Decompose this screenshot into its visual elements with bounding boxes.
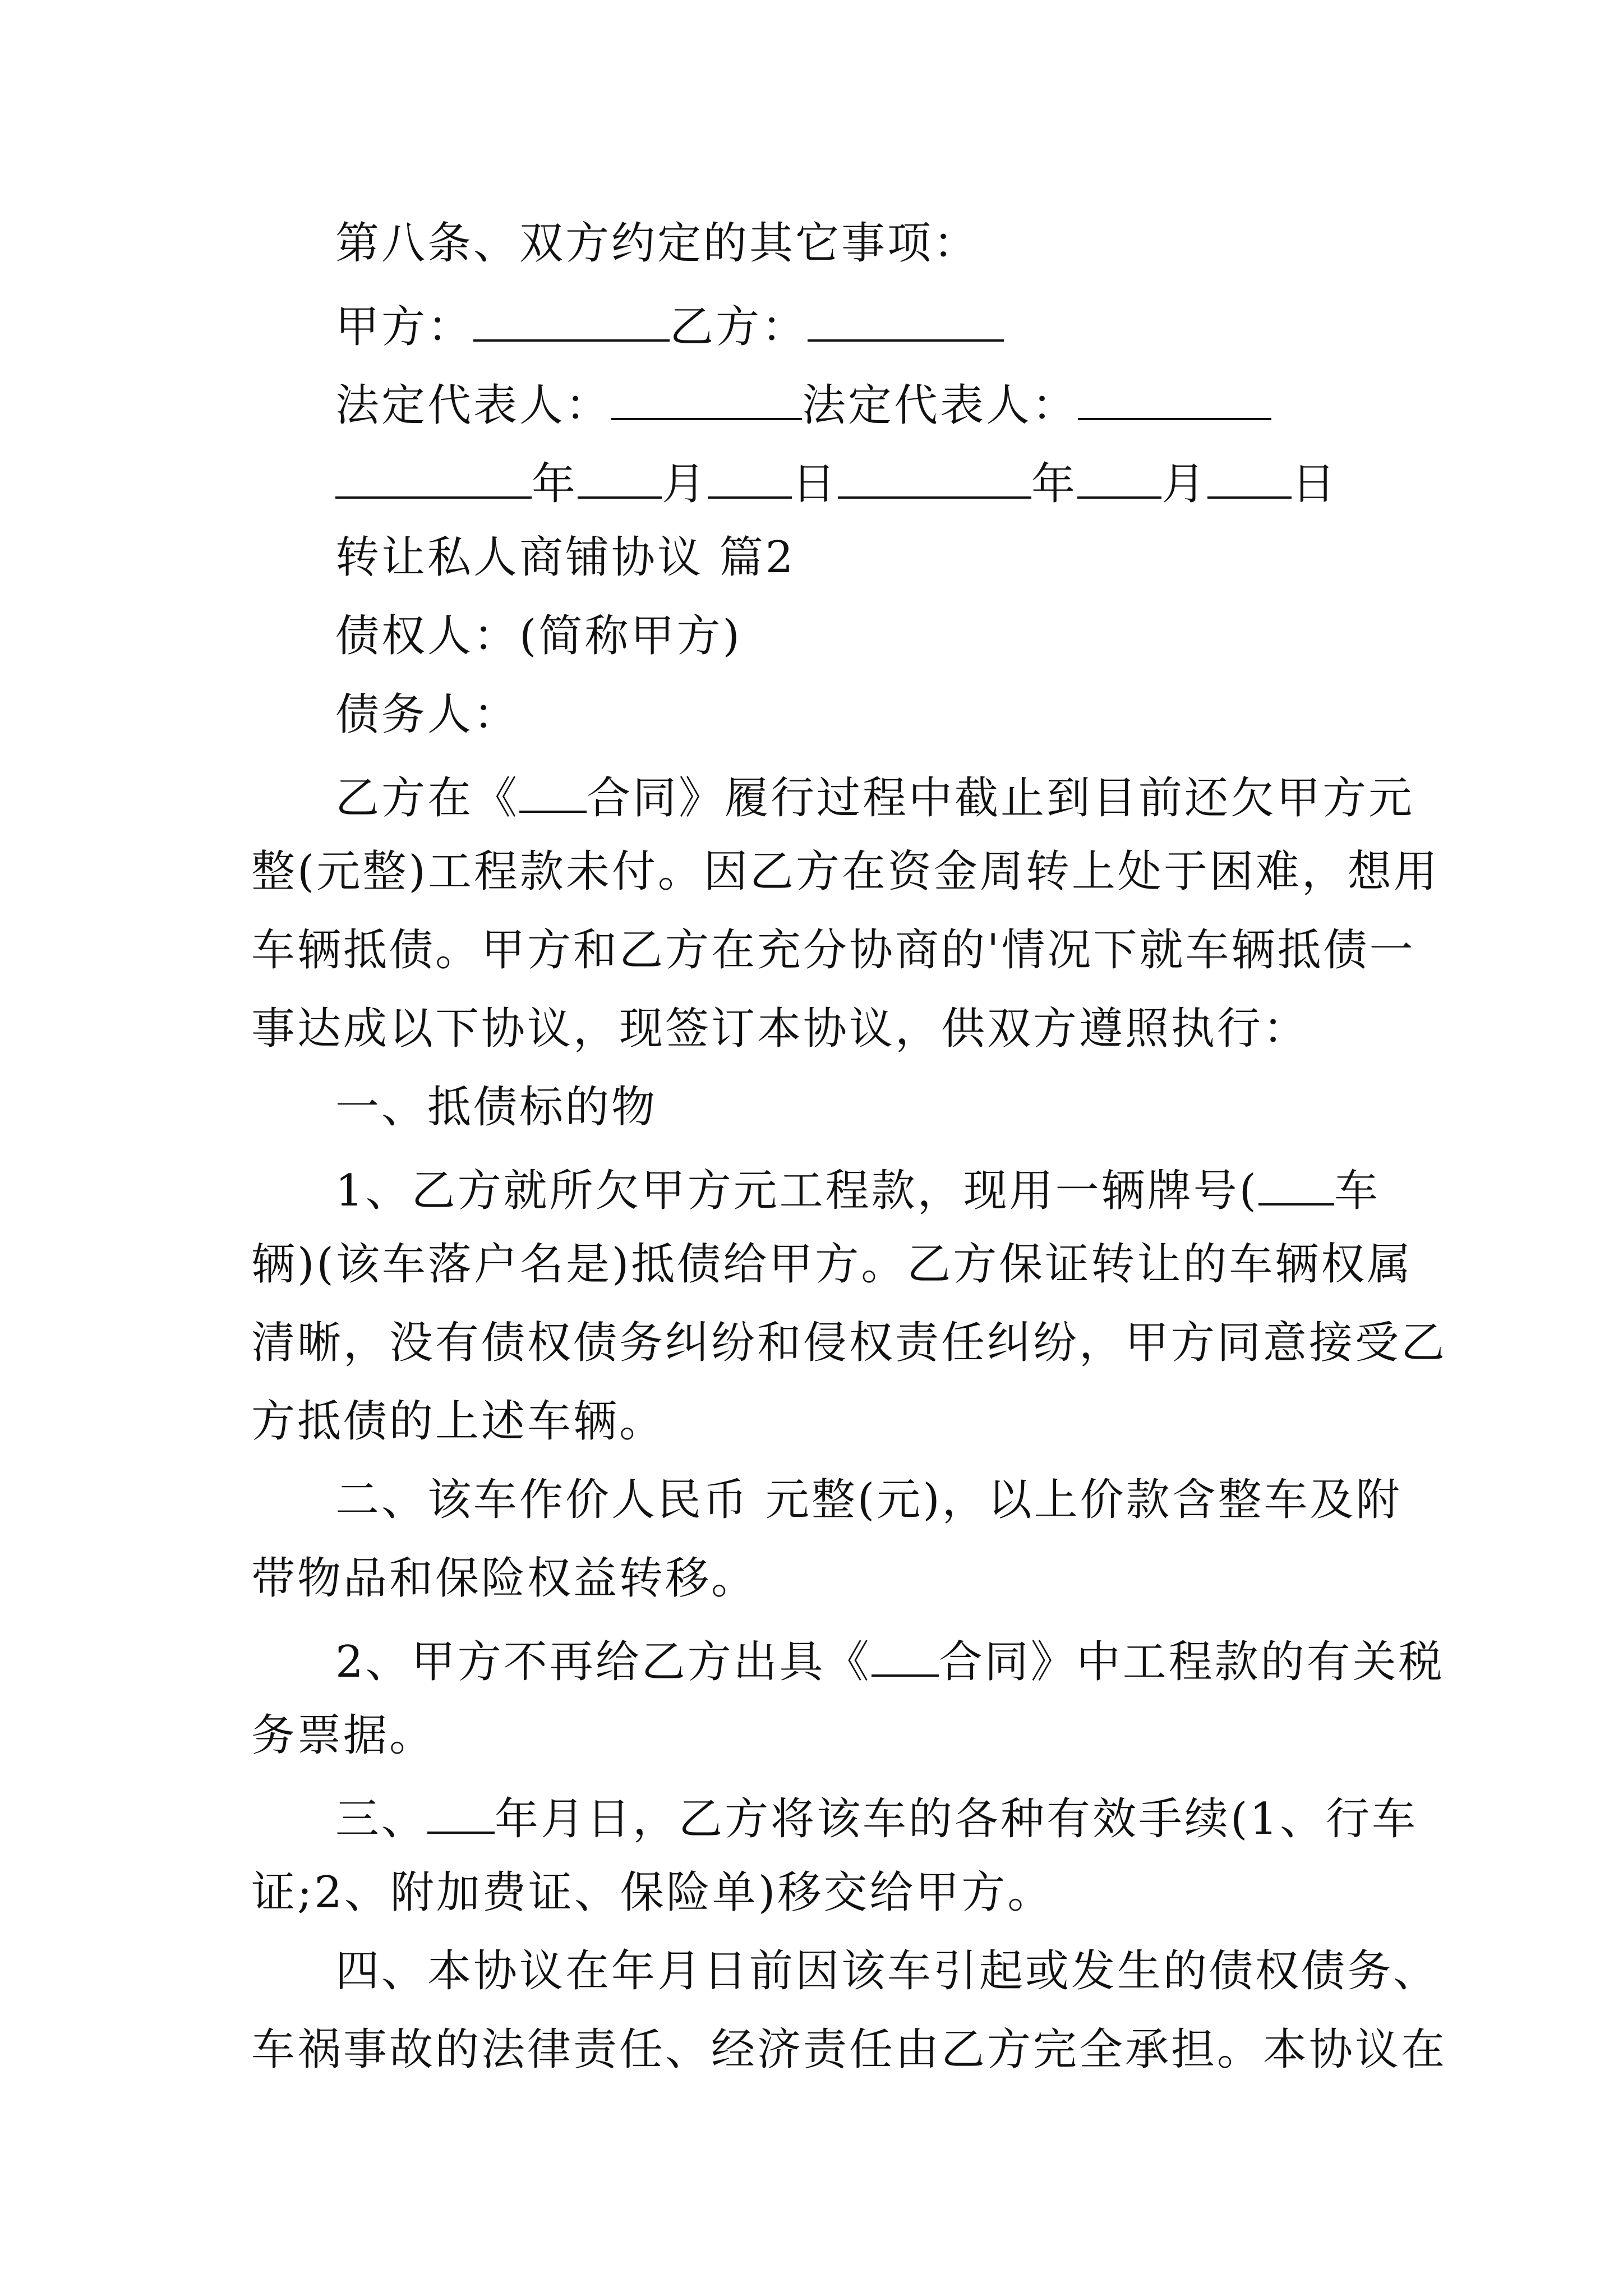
s1-p1-line-1: 1、乙方就所欠甲方元工程款，现用一辆牌号( 车 <box>335 1164 1380 1213</box>
date-line: 年 月 日 年 月 日 <box>335 457 1338 506</box>
article-8-heading: 第八条、双方约定的其它事项： <box>335 218 980 269</box>
s3-line-2: 证;2、附加费证、保险单)移交给甲方。 <box>251 1867 1054 1918</box>
s1-heading: 一、抵债标的物 <box>335 1082 658 1133</box>
rep-b-blank <box>1078 379 1271 420</box>
s1-p1-line-3: 清晰，没有债权债务纠纷和侵权责任纠纷，甲方同意接受乙 <box>251 1318 1447 1368</box>
intro-line-4: 事达成以下协议，现签订本协议，供双方遵照执行： <box>251 1004 1310 1054</box>
day-b-blank <box>1207 457 1292 499</box>
month-a-blank <box>578 457 662 499</box>
intro-line-3: 车辆抵债。甲方和乙方在充分协商的'情况下就车辆抵债一 <box>251 925 1415 976</box>
debtor-line: 债务人： <box>335 689 520 740</box>
party-a-label: 甲方： <box>335 302 474 352</box>
party-b-label: 乙方： <box>670 302 808 352</box>
intro-line-1: 乙方在《 合同》履行过程中截止到目前还欠甲方元 <box>335 771 1414 820</box>
s2-p2-line-2: 务票据。 <box>251 1710 436 1761</box>
legal-rep-line <box>335 379 1271 431</box>
contract-name-blank-2 <box>872 1635 939 1677</box>
transfer-year-blank <box>427 1792 495 1834</box>
s3-line-1: 三、 年月日，乙方将该车的各种有效手续(1、行车 <box>335 1792 1418 1841</box>
rep-a-label: 法定代表人： <box>335 380 612 431</box>
party-b-blank <box>808 300 1004 342</box>
s1-p1-line-4: 方抵债的上述车辆。 <box>251 1396 666 1447</box>
party-signature-line <box>335 300 1004 352</box>
day-a-blank <box>708 457 792 499</box>
s2-p2-line-1: 2、甲方不再给乙方出具《 合同》中工程款的有关税 <box>335 1635 1445 1684</box>
rep-b-label: 法定代表人： <box>802 380 1078 431</box>
month-b-blank <box>1077 457 1161 499</box>
s2-line-1: 二、该车作价人民币 元整(元)，以上价款含整车及附 <box>335 1475 1402 1525</box>
creditor-line: 债权人：(简称甲方) <box>335 611 742 661</box>
year-a-blank <box>335 457 532 499</box>
s2-line-2: 带物品和保险权益转移。 <box>251 1553 758 1604</box>
s1-p1-line-2: 辆)(该车落户名是)抵债给甲方。乙方保证转让的车辆权属 <box>251 1239 1413 1290</box>
s4-line-2: 车祸事故的法律责任、经济责任由乙方完全承担。本协议在 <box>251 2024 1447 2075</box>
rep-a-blank <box>611 379 802 420</box>
intro-line-2: 整(元整)工程款未付。因乙方在资金周转上处于困难，想用 <box>251 846 1440 897</box>
plate-number-blank <box>1258 1164 1334 1205</box>
s4-line-1: 四、本协议在年月日前因该车引起或发生的债权债务、 <box>335 1946 1440 1996</box>
party-a-blank <box>473 300 670 342</box>
section-2-title: 转让私人商铺协议 篇2 <box>335 532 796 583</box>
year-b-blank <box>838 457 1031 499</box>
contract-name-blank <box>519 771 587 813</box>
